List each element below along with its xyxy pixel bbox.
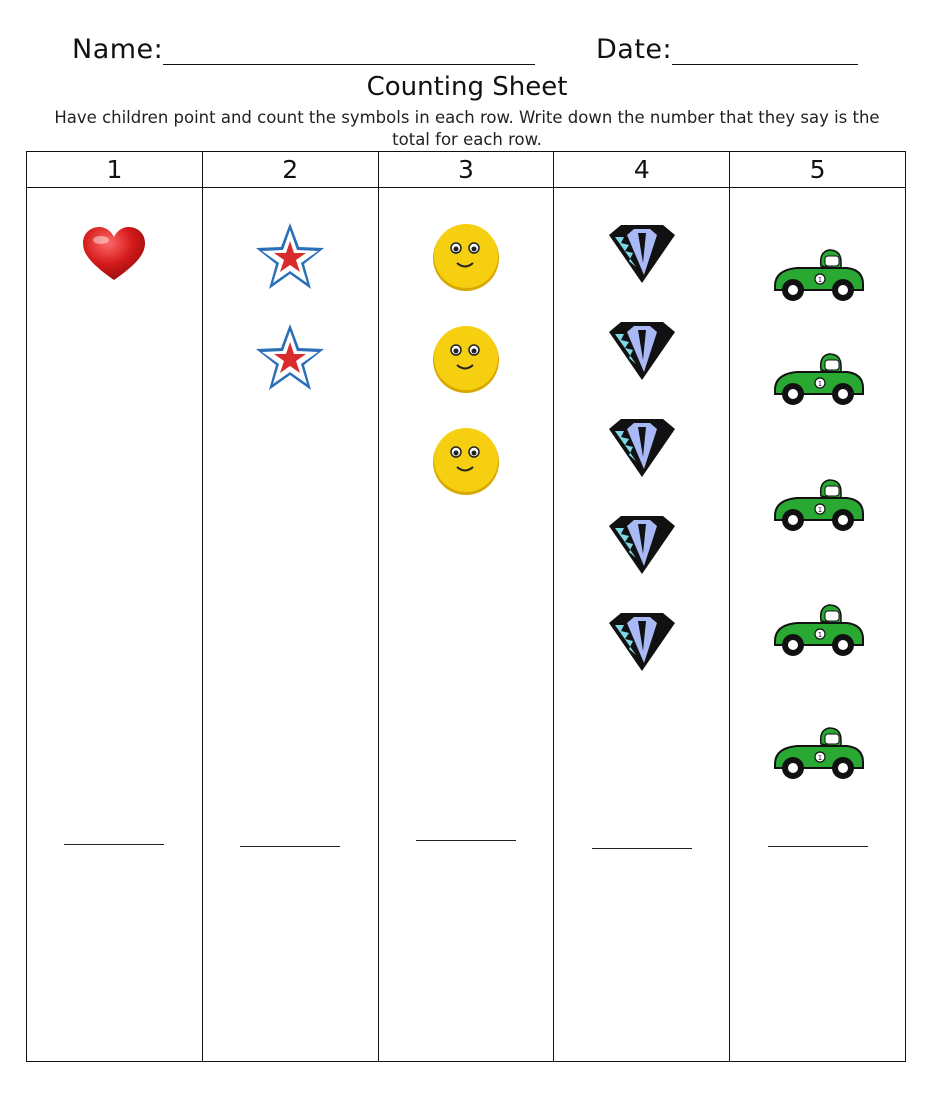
svg-text:1: 1 xyxy=(817,506,822,514)
diamond-icon xyxy=(607,417,677,479)
name-label: Name: xyxy=(72,34,164,65)
heart-icon xyxy=(81,226,147,282)
race-car-icon xyxy=(771,601,865,659)
column-header: 3 xyxy=(378,152,554,188)
race-car-icon xyxy=(771,724,865,782)
date-field[interactable] xyxy=(596,34,858,65)
column-header: 4 xyxy=(554,152,730,188)
svg-text:1: 1 xyxy=(817,754,822,762)
answer-blank[interactable] xyxy=(592,848,692,849)
date-input-line[interactable] xyxy=(672,34,858,65)
smiley-icon xyxy=(431,222,501,292)
column-5-cell xyxy=(730,188,906,1062)
column-4-cell xyxy=(554,188,730,1062)
race-car-icon xyxy=(771,246,865,304)
answer-blank[interactable] xyxy=(768,846,868,847)
column-header-row xyxy=(27,152,906,188)
date-label: Date: xyxy=(596,34,673,65)
answer-blank[interactable] xyxy=(240,846,340,847)
diamond-icon xyxy=(607,223,677,285)
column-1-cell xyxy=(27,188,203,1062)
star-icon xyxy=(254,221,326,291)
column-header: 5 xyxy=(730,152,906,188)
column-header: 2 xyxy=(202,152,378,188)
instructions: Have children point and count the symbols in each row. Write down the number that they say is the total for each row. xyxy=(54,108,880,149)
name-input-line[interactable] xyxy=(163,34,535,65)
counting-table xyxy=(26,151,906,1062)
smiley-icon xyxy=(431,324,501,394)
svg-text:1: 1 xyxy=(817,276,822,284)
race-car-icon xyxy=(771,476,865,534)
column-3-cell xyxy=(378,188,554,1062)
diamond-icon xyxy=(607,320,677,382)
answer-blank[interactable] xyxy=(64,844,164,845)
name-field[interactable] xyxy=(72,34,535,65)
page-title: Counting Sheet xyxy=(366,72,568,102)
diamond-icon xyxy=(607,514,677,576)
column-2-cell xyxy=(202,188,378,1062)
column-header: 1 xyxy=(27,152,203,188)
diamond-icon xyxy=(607,611,677,673)
svg-text:1: 1 xyxy=(817,380,822,388)
star-icon xyxy=(254,322,326,392)
svg-text:1: 1 xyxy=(817,631,822,639)
race-car-icon xyxy=(771,350,865,408)
answer-blank[interactable] xyxy=(416,840,516,841)
smiley-icon xyxy=(431,426,501,496)
